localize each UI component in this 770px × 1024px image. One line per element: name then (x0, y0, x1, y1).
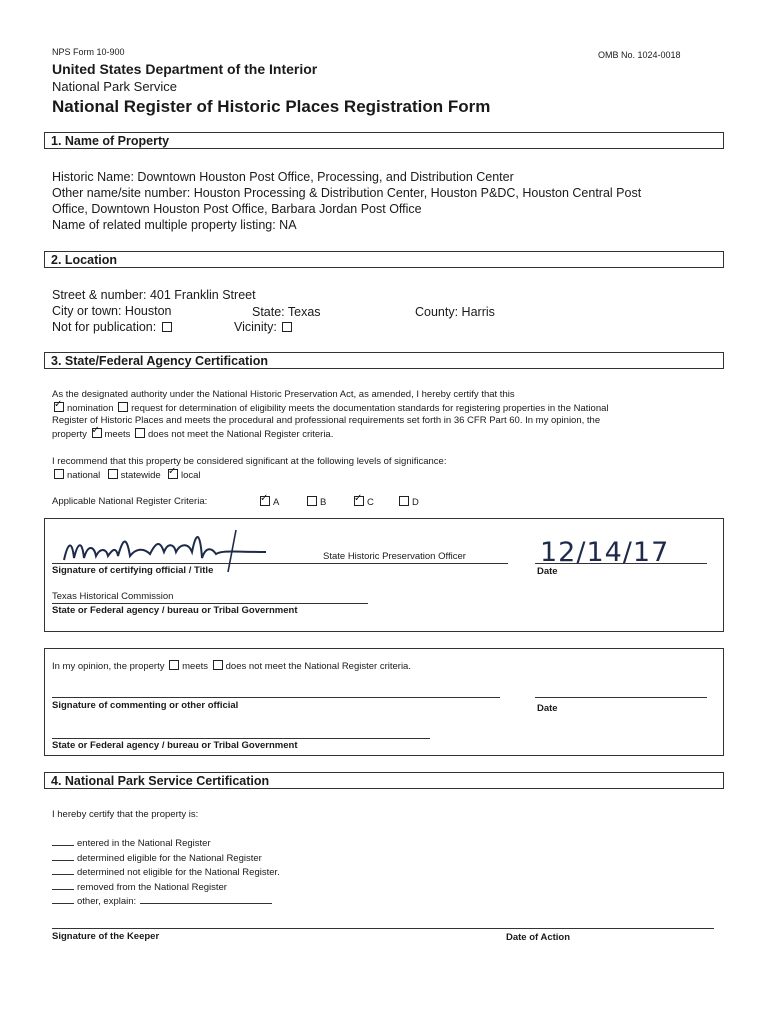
form-title: National Register of Historic Places Registration Form (52, 97, 491, 116)
option-other-label: other, explain: (77, 896, 137, 907)
request-label: request for determination of eligibility meets the documentation standards for registering properties in the National (131, 402, 609, 414)
certification-line-3: Register of Historic Places and meets the procedural and professional requirements set forth in 36 CFR Part 60. In my opinion, the (52, 415, 601, 426)
official-title: State Historic Preservation Officer (323, 551, 466, 562)
option-eligible-blank[interactable] (52, 851, 74, 861)
vicinity-checkbox[interactable] (282, 322, 292, 332)
certification-paragraph (52, 389, 722, 441)
meets-checkbox[interactable] (92, 428, 102, 438)
criteria-label: Applicable National Register Criteria: (52, 496, 208, 507)
national-checkbox[interactable] (54, 469, 64, 479)
criterion-a-checkbox[interactable] (260, 496, 270, 506)
opinion-not-meets-checkbox[interactable] (213, 660, 223, 670)
criterion-c-checkbox[interactable] (354, 496, 364, 506)
historic-name: Historic Name: Downtown Houston Post Office, Processing, and Distribution Center (52, 170, 514, 184)
not-meets-label: does not meet the National Register criteria. (148, 428, 334, 440)
option-eligible[interactable] (52, 851, 280, 866)
meets-label: meets (104, 428, 131, 440)
street-number: Street & number: 401 Franklin Street (52, 288, 256, 302)
section-4-heading: 4. National Park Service Certification (44, 772, 724, 789)
local-checkbox[interactable] (168, 469, 178, 479)
option-other-blank[interactable] (52, 894, 74, 904)
commenting-date-label: Date (537, 703, 558, 714)
national-label: national (67, 470, 101, 481)
criterion-d (397, 496, 419, 510)
criterion-b-label: B (320, 497, 327, 508)
local-label: local (180, 470, 201, 481)
option-not-eligible-label: determined not eligible for the National Register. (77, 867, 280, 878)
statewide-checkbox[interactable] (108, 469, 118, 479)
criterion-a (258, 496, 279, 510)
option-entered-blank[interactable] (52, 836, 74, 846)
recommend-text: I recommend that this property be considered significant at the following levels of significance: (52, 456, 447, 467)
city-town: City or town: Houston (52, 304, 172, 318)
option-entered-label: entered in the National Register (77, 838, 211, 849)
not-meets-checkbox[interactable] (135, 428, 145, 438)
statewide-label: statewide (120, 470, 161, 481)
agency-name: Texas Historical Commission (52, 591, 174, 602)
option-removed[interactable] (52, 880, 280, 895)
nomination-checkbox[interactable] (54, 402, 64, 412)
opinion-prefix: In my opinion, the property (52, 661, 165, 672)
certification-line-4 (52, 428, 722, 442)
signature-label: Signature of certifying official / Title (52, 565, 214, 576)
criterion-d-label: D (412, 497, 419, 508)
option-removed-label: removed from the National Register (77, 881, 227, 893)
section-3-heading: 3. State/Federal Agency Certification (44, 352, 724, 369)
option-eligible-label: determined eligible for the National Register (77, 852, 262, 864)
keeper-intro: I hereby certify that the property is: (52, 809, 199, 820)
criterion-c-label: C (367, 497, 374, 508)
department-title: United States Department of the Interior (52, 61, 318, 77)
other-names-line-1: Other name/site number: Houston Processing & Distribution Center, Houston P&DC, Houston Central Post (52, 186, 642, 200)
omb-number: OMB No. 1024-0018 (598, 50, 681, 60)
criterion-a-label: A (273, 497, 280, 508)
section-2-heading: 2. Location (44, 251, 724, 268)
state: State: Texas (252, 305, 321, 319)
option-other[interactable] (52, 894, 280, 909)
other-names-line-2: Office, Downtown Houston Post Office, Barbara Jordan Post Office (52, 202, 422, 216)
opinion-row (52, 660, 411, 674)
criterion-c (352, 496, 374, 510)
criterion-d-checkbox[interactable] (399, 496, 409, 506)
option-removed-blank[interactable] (52, 880, 74, 890)
option-not-eligible[interactable] (52, 865, 280, 880)
handwritten-date: 12/14/17 (540, 537, 670, 568)
not-for-publication-label: Not for publication: (52, 320, 157, 334)
opinion-meets-checkbox[interactable] (169, 660, 179, 670)
nomination-label: nomination (67, 402, 114, 414)
not-for-publication-row (52, 319, 175, 335)
vicinity-label: Vicinity: (234, 320, 277, 334)
agency-label: State or Federal agency / bureau or Tribal Government (52, 605, 298, 616)
service-title: National Park Service (52, 79, 177, 94)
keeper-signature-label: Signature of the Keeper (52, 931, 160, 942)
property-label: property (52, 428, 87, 440)
date-label: Date (537, 566, 558, 577)
not-for-publication-checkbox[interactable] (162, 322, 172, 332)
county: County: Harris (415, 305, 495, 319)
significance-levels (52, 469, 201, 483)
opinion-not-meets-label: does not meet the National Register criteria. (225, 661, 411, 672)
request-checkbox[interactable] (118, 402, 128, 412)
option-entered[interactable] (52, 836, 280, 851)
commenting-agency-label: State or Federal agency / bureau or Tribal Government (52, 740, 298, 751)
date-of-action-label: Date of Action (506, 932, 571, 943)
criterion-b (305, 496, 326, 510)
vicinity-row (234, 319, 295, 335)
certification-line-2 (52, 402, 722, 416)
multiple-listing: Name of related multiple property listing: NA (52, 218, 297, 232)
section-1-heading: 1. Name of Property (44, 132, 724, 149)
certification-line-1: As the designated authority under the National Historic Preservation Act, as amended, I hereby certify that this (52, 389, 515, 400)
option-not-eligible-blank[interactable] (52, 865, 74, 875)
form-number: NPS Form 10-900 (52, 47, 125, 57)
keeper-options (52, 836, 280, 909)
other-explain-field[interactable] (140, 894, 272, 904)
commenting-signature-label: Signature of commenting or other official (52, 700, 239, 711)
opinion-meets-label: meets (182, 661, 208, 672)
criterion-b-checkbox[interactable] (307, 496, 317, 506)
